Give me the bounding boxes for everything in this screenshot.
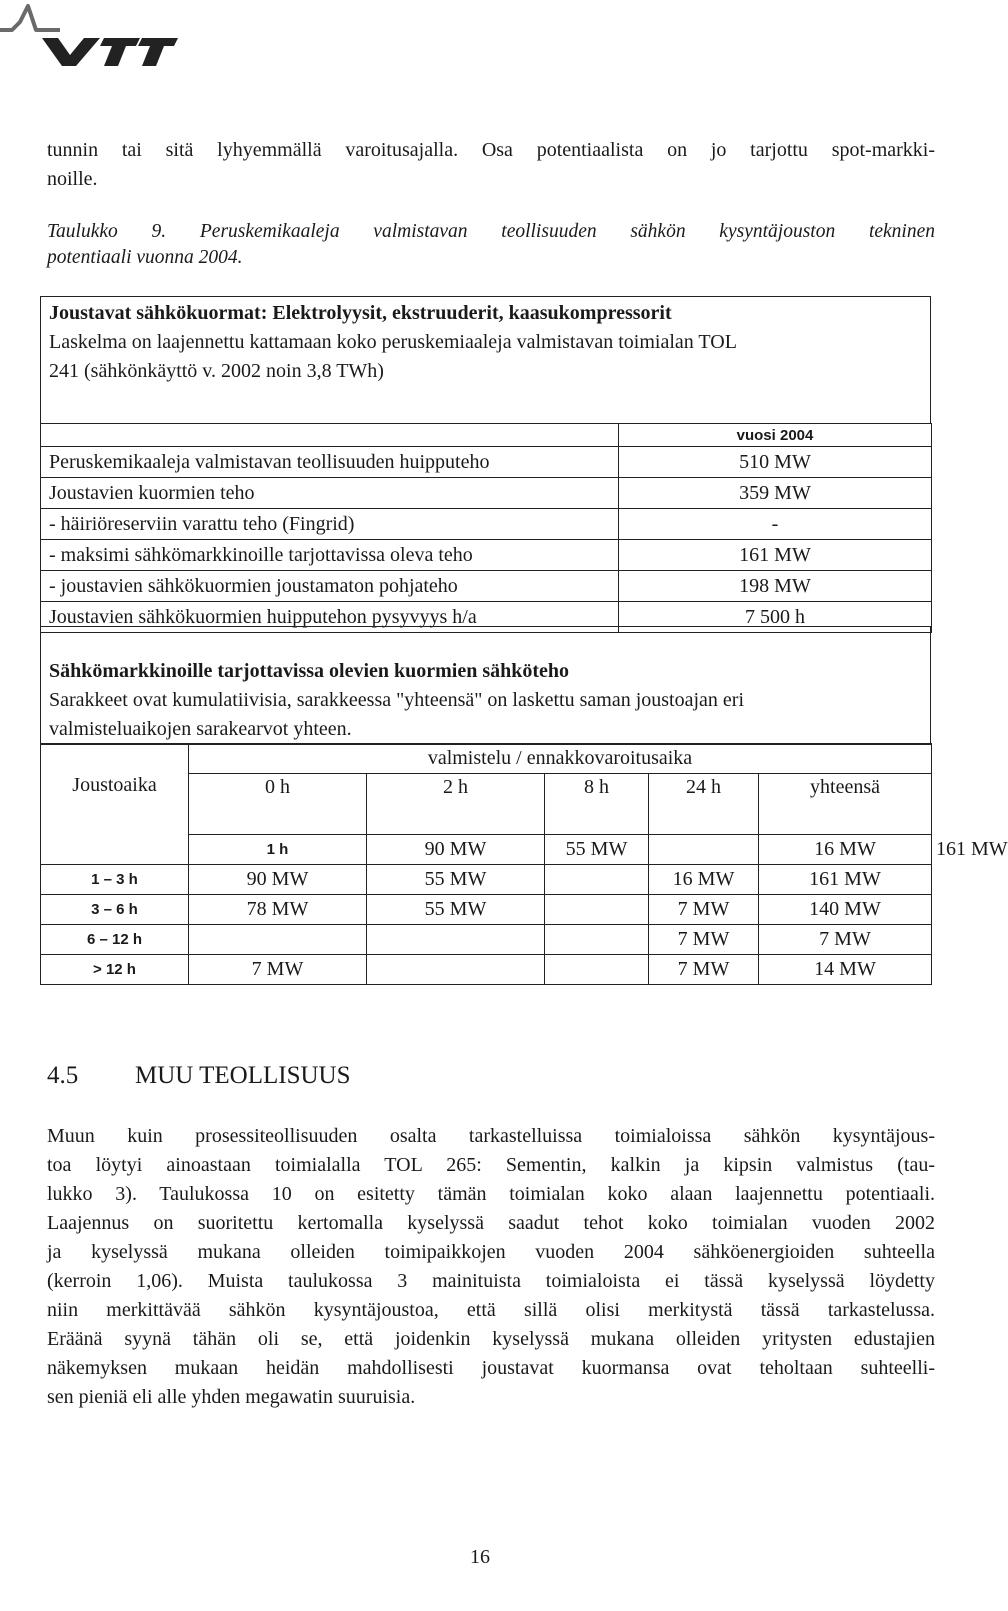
row-header: Joustoaika <box>41 744 189 865</box>
table-cell: 161 MW <box>759 865 932 895</box>
row-label: 1 – 3 h <box>41 865 189 895</box>
column-header: yhteensä <box>759 774 932 835</box>
table-cell: 16 MW <box>759 835 932 865</box>
section-title: MUU TEOLLISUUS <box>135 1062 351 1089</box>
table-cell: 55 MW <box>367 865 545 895</box>
intro-line-1: tunnin tai sitä lyhyemmällä varoitusajalla. Osa potentiaalista on jo tarjottu spot-markki- <box>47 139 935 161</box>
table-header-box <box>40 296 931 424</box>
table-cell: 55 MW <box>367 895 545 925</box>
row-label: Joustavien kuormien teho <box>41 478 619 509</box>
row-value: 359 MW <box>619 478 932 509</box>
body-line: Laajennus on suoritettu kertomalla kyselyssä saadut tehot koko toimialan vuoden 2002 <box>47 1212 935 1234</box>
table-cell <box>545 955 649 985</box>
table-cell: 14 MW <box>759 955 932 985</box>
table-row <box>41 478 932 509</box>
table-cell: 7 MW <box>649 895 759 925</box>
table-caption-line-1: Taulukko 9. Peruskemikaaleja valmistavan teollisuuden sähkön kysyntäjouston tekninen <box>47 221 935 242</box>
intro-line-2: noille. <box>47 168 98 190</box>
row-value: 510 MW <box>619 447 932 478</box>
row-label: 6 – 12 h <box>41 925 189 955</box>
table-cell <box>545 925 649 955</box>
page-number: 16 <box>470 1546 490 1568</box>
column-header: 0 h <box>189 774 367 835</box>
table-caption-line-2: potentiaali vuonna 2004. <box>47 247 243 268</box>
column-header: 24 h <box>649 774 759 835</box>
table-row <box>41 447 932 478</box>
table-row <box>41 509 932 540</box>
table-row <box>41 895 932 925</box>
load-table-header-box <box>40 626 931 745</box>
table-row <box>41 925 932 955</box>
table-row <box>41 571 932 602</box>
load-power-table <box>40 743 1008 985</box>
table-header-row <box>41 744 932 774</box>
row-label: 3 – 6 h <box>41 895 189 925</box>
box-description-line-1: Laskelma on laajennettu kattamaan koko peruskemiaaleja valmistavan toimialan TOL <box>49 331 737 353</box>
body-line: ja kyselyssä mukana olleiden toimipaikkojen vuoden 2004 sähköenergioiden suhteella <box>47 1241 935 1263</box>
table-cell <box>367 955 545 985</box>
box-description-line-2: 241 (sähkönkäyttö v. 2002 noin 3,8 TWh) <box>49 360 384 382</box>
column-header: 2 h <box>367 774 545 835</box>
box-title: Joustavat sähkökuormat: Elektrolyysit, ekstruuderit, kaasukompressorit <box>49 302 672 324</box>
body-line: Muun kuin prosessiteollisuuden osalta tarkastelluissa toimialoissa sähkön kysyntäjous- <box>47 1125 935 1147</box>
body-line: toa löytyi ainoastaan toimialalla TOL 265: Sementin, kalkin ja kipsin valmistus (tau- <box>47 1154 935 1176</box>
table-cell: 78 MW <box>189 895 367 925</box>
section-number: 4.5 <box>47 1062 79 1089</box>
row-label: - joustavien sähkökuormien joustamaton pohjateho <box>41 571 619 602</box>
table-cell: 55 MW <box>545 835 649 865</box>
load-box-description-line-1: Sarakkeet ovat kumulatiivisia, sarakkeessa "yhteensä" on laskettu saman joustoajan eri <box>49 689 745 711</box>
table-cell: 140 MW <box>759 895 932 925</box>
body-line: sen pieniä eli alle yhden megawatin suuruisia. <box>47 1386 416 1408</box>
table-cell: 90 MW <box>189 865 367 895</box>
load-box-description-line-2: valmisteluaikojen sarakearvot yhteen. <box>49 718 352 740</box>
table-cell <box>189 925 367 955</box>
row-label: Joustavien sähkökuormien huipputehon pysyvyys h/a <box>41 602 619 633</box>
row-label: - maksimi sähkömarkkinoille tarjottavissa oleva teho <box>41 540 619 571</box>
table-cell: 16 MW <box>649 865 759 895</box>
column-header: 8 h <box>545 774 649 835</box>
row-label: - häiriöreserviin varattu teho (Fingrid) <box>41 509 619 540</box>
table-cell: 7 MW <box>649 925 759 955</box>
row-label: 1 h <box>189 835 367 865</box>
table-row <box>41 865 932 895</box>
table-cell <box>367 925 545 955</box>
table-header-row <box>41 424 932 447</box>
row-value: 198 MW <box>619 571 932 602</box>
body-line: lukko 3). Taulukossa 10 on esitetty tämän toimialan koko alaan laajennettu potentiaali. <box>47 1183 935 1205</box>
table-row <box>41 540 932 571</box>
year-header: vuosi 2004 <box>619 424 932 447</box>
table-cell: 90 MW <box>367 835 545 865</box>
empty-cell <box>41 424 619 447</box>
table-cell <box>545 865 649 895</box>
row-label: > 12 h <box>41 955 189 985</box>
body-line: Eräänä syynä tähän oli se, että joidenkin kyselyssä mukana olleiden yritysten edustajien <box>47 1328 935 1350</box>
potential-table <box>40 423 932 633</box>
row-value: 7 500 h <box>619 602 932 633</box>
table-cell <box>545 895 649 925</box>
table-row <box>41 955 932 985</box>
table-cell: 7 MW <box>759 925 932 955</box>
row-label: Peruskemikaaleja valmistavan teollisuuden huipputeho <box>41 447 619 478</box>
load-box-title: Sähkömarkkinoille tarjottavissa olevien kuormien sähköteho <box>49 660 570 682</box>
group-header: valmistelu / ennakkovaroitusaika <box>189 744 932 774</box>
table-cell: 7 MW <box>189 955 367 985</box>
vtt-logo <box>0 0 185 72</box>
body-line: niin merkittävää sähkön kysyntäjoustoa, että sillä olisi merkitystä tässä tarkastelussa. <box>47 1299 935 1321</box>
table-cell <box>649 835 759 865</box>
table-row: 1 h 90 MW 55 MW 16 MW 161 MW <box>41 835 932 865</box>
body-line: näkemyksen mukaan heidän mahdollisesti joustavat kuormansa ovat teholtaan suhteelli- <box>47 1357 935 1379</box>
body-line: (kerroin 1,06). Muista taulukossa 3 mainituista toimialoista ei tässä kyselyssä löydetty <box>47 1270 935 1292</box>
row-value: 161 MW <box>619 540 932 571</box>
row-value: - <box>619 509 932 540</box>
table-cell: 7 MW <box>649 955 759 985</box>
section-heading <box>47 1062 351 1090</box>
